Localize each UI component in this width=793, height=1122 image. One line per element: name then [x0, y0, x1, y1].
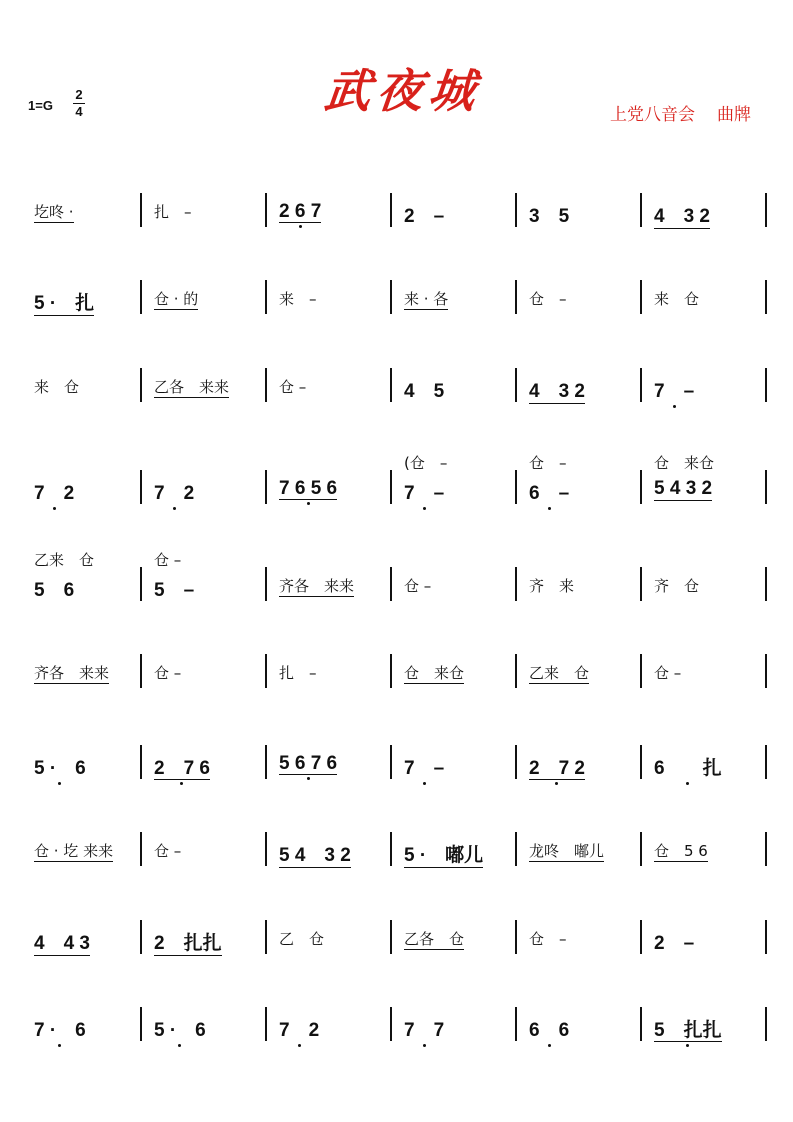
- measure-lyric: 仓 –: [529, 930, 567, 948]
- measure: [265, 470, 390, 504]
- meter-bottom: 4: [75, 104, 83, 119]
- measure: [140, 368, 265, 402]
- bar-line: [390, 1007, 392, 1041]
- bar-line: [390, 832, 392, 866]
- measure: [140, 1007, 265, 1041]
- bar-line: [390, 368, 392, 402]
- measure: [390, 193, 515, 227]
- bar-line: [640, 567, 642, 601]
- bar-line: [515, 654, 517, 688]
- measure-notes: 7 · 6: [34, 1020, 86, 1041]
- bar-line: [765, 745, 767, 779]
- measure-notes: 7 7: [404, 1020, 445, 1041]
- measure: [640, 470, 765, 504]
- bar-line: [515, 280, 517, 314]
- bar-line: [265, 193, 267, 227]
- measure-notes: 3 5: [529, 206, 570, 227]
- bar-line: [515, 1007, 517, 1041]
- measure: [515, 654, 640, 688]
- measure-notes: 6 扎: [654, 758, 722, 779]
- measure-lyric: 仓 5 6: [654, 842, 708, 860]
- measure-lyric: 仓 –: [154, 664, 182, 682]
- bar-line: [515, 193, 517, 227]
- bar-line: [765, 368, 767, 402]
- bar-line: [265, 567, 267, 601]
- measure: [640, 368, 765, 402]
- upper-lyric: 乙来 仓: [34, 551, 95, 569]
- measure: [515, 1007, 640, 1041]
- measure: [640, 920, 765, 954]
- bar-line: [265, 1007, 267, 1041]
- measure: [640, 193, 765, 227]
- measure: [140, 745, 265, 779]
- bar-line: [640, 470, 642, 504]
- bar-line: [390, 654, 392, 688]
- bar-line: [515, 745, 517, 779]
- score-row: [20, 654, 770, 690]
- measure: [20, 470, 145, 504]
- measure-notes: 7 2: [154, 483, 195, 504]
- measure: [20, 745, 145, 779]
- measure-notes: 4 4 3: [34, 928, 90, 956]
- measure: [390, 567, 515, 601]
- score-row: [20, 454, 770, 506]
- bar-line: [640, 280, 642, 314]
- bar-line: [765, 470, 767, 504]
- measure-lyric: 齐各 来来: [34, 664, 110, 682]
- measure: [515, 567, 640, 601]
- measure-notes: 5 · 6: [154, 1020, 206, 1041]
- bar-line: [265, 654, 267, 688]
- measure: [640, 280, 765, 314]
- measure-notes: 5 · 扎: [34, 288, 94, 316]
- bar-line: [765, 567, 767, 601]
- measure: [515, 920, 640, 954]
- measure-notes: 5 · 6: [34, 758, 86, 779]
- bar-line: [640, 368, 642, 402]
- bar-line: [765, 654, 767, 688]
- measure-notes: 2 7 2: [529, 758, 585, 779]
- measure-lyric: 来 · 各: [404, 290, 449, 308]
- bar-line: [765, 920, 767, 954]
- measure-notes: 2 扎扎: [154, 928, 222, 956]
- upper-lyric: 仓 –: [154, 551, 182, 569]
- measure-lyric: 来 仓: [654, 290, 700, 308]
- measure: [20, 280, 145, 314]
- measure: [20, 832, 145, 866]
- measure-notes: 4 3 2: [529, 376, 585, 404]
- score-row: [20, 551, 770, 603]
- bar-line: [390, 280, 392, 314]
- upper-lyric: 仓 –: [529, 454, 567, 472]
- measure-lyric: 齐 仓: [654, 577, 700, 595]
- measure-lyric: 乙各 来来: [154, 378, 230, 396]
- measure-notes: 2 7 6: [154, 758, 210, 779]
- measure: [140, 567, 265, 601]
- upper-lyric: (仓 –: [404, 454, 448, 472]
- measure: [515, 280, 640, 314]
- bar-line: [640, 654, 642, 688]
- measure-lyric: 乙各 仓: [404, 930, 465, 948]
- measure-lyric: 仓 –: [154, 842, 182, 860]
- bar-line: [640, 920, 642, 954]
- measure-notes: 7 6 5 6: [279, 478, 338, 499]
- measure: [265, 567, 390, 601]
- measure-notes: 7 –: [404, 758, 445, 779]
- measure: [390, 654, 515, 688]
- measure-notes: 7 –: [654, 381, 695, 402]
- measure: [140, 193, 265, 227]
- measure-notes: 5 –: [154, 580, 195, 601]
- measure-notes: 6 6: [529, 1020, 570, 1041]
- measure-lyric: 仓 来仓: [404, 664, 465, 682]
- score-row: [20, 1007, 770, 1043]
- bar-line: [140, 470, 142, 504]
- measure: [390, 470, 515, 504]
- measure: [265, 920, 390, 954]
- bar-line: [265, 368, 267, 402]
- bar-line: [265, 470, 267, 504]
- measure: [515, 470, 640, 504]
- bar-line: [140, 832, 142, 866]
- bar-line: [390, 193, 392, 227]
- source-genre: 曲牌: [717, 105, 751, 125]
- bar-line: [515, 832, 517, 866]
- measure: [390, 368, 515, 402]
- bar-line: [265, 832, 267, 866]
- measure: [390, 745, 515, 779]
- measure: [390, 280, 515, 314]
- measure: [640, 567, 765, 601]
- source-label: [610, 100, 751, 125]
- score-row: [20, 280, 770, 316]
- measure: [265, 654, 390, 688]
- measure-lyric: 仓 –: [654, 664, 682, 682]
- measure-notes: 4 3 2: [654, 201, 710, 229]
- measure: [20, 920, 145, 954]
- source-origin: 上党八音会: [610, 105, 695, 125]
- bar-line: [140, 1007, 142, 1041]
- measure-notes: 5 6 7 6: [279, 753, 338, 774]
- measure: [140, 920, 265, 954]
- bar-line: [265, 280, 267, 314]
- measure-notes: 5 · 嘟儿: [404, 840, 483, 868]
- measure-notes: 5 6: [34, 580, 75, 601]
- measure-lyric: 齐 来: [529, 577, 575, 595]
- measure: [515, 832, 640, 866]
- bar-line: [140, 280, 142, 314]
- measure-notes: 4 5: [404, 381, 445, 402]
- measure: [20, 654, 145, 688]
- bar-line: [140, 920, 142, 954]
- measure: [265, 193, 390, 227]
- bar-line: [390, 920, 392, 954]
- measure-notes: 5 4 3 2: [654, 478, 713, 499]
- measure-lyric: 龙咚 嘟儿: [529, 842, 605, 860]
- bar-line: [765, 193, 767, 227]
- bar-line: [515, 567, 517, 601]
- bar-line: [265, 745, 267, 779]
- bar-line: [140, 745, 142, 779]
- bar-line: [640, 832, 642, 866]
- measure: [140, 280, 265, 314]
- bar-line: [140, 193, 142, 227]
- bar-line: [515, 920, 517, 954]
- score-row: [20, 920, 770, 956]
- measure: [20, 1007, 145, 1041]
- page-title: 武夜城: [321, 64, 484, 118]
- measure: [265, 832, 390, 866]
- measure: [640, 1007, 765, 1041]
- measure-notes: 2 –: [654, 933, 695, 954]
- measure: [265, 280, 390, 314]
- measure: [515, 193, 640, 227]
- measure-notes: 7 2: [34, 483, 75, 504]
- bar-line: [140, 368, 142, 402]
- measure: [265, 1007, 390, 1041]
- measure-lyric: 仓 · 的: [154, 290, 199, 308]
- bar-line: [265, 920, 267, 954]
- measure-notes: 5 4 3 2: [279, 840, 351, 868]
- bar-line: [640, 193, 642, 227]
- measure-lyric: 仓 –: [279, 378, 307, 396]
- measure: [140, 470, 265, 504]
- bar-line: [140, 654, 142, 688]
- bar-line: [390, 567, 392, 601]
- key-signature: 1=G: [28, 98, 53, 113]
- measure: [390, 1007, 515, 1041]
- bar-line: [390, 745, 392, 779]
- measure: [265, 368, 390, 402]
- bar-line: [390, 470, 392, 504]
- measure-notes: 2 6 7: [279, 201, 322, 222]
- bar-line: [765, 832, 767, 866]
- bar-line: [515, 368, 517, 402]
- time-signature: [72, 88, 86, 119]
- measure-lyric: 圪咚 ·: [34, 203, 74, 221]
- measure: [265, 745, 390, 779]
- bar-line: [140, 567, 142, 601]
- score-row: [20, 193, 770, 229]
- measure: [20, 567, 145, 601]
- measure: [140, 654, 265, 688]
- measure: [140, 832, 265, 866]
- score-row: [20, 745, 770, 781]
- measure-lyric: 仓 · 圪 来来: [34, 842, 114, 860]
- score-row: [20, 832, 770, 868]
- measure: [640, 832, 765, 866]
- measure-lyric: 仓 –: [404, 577, 432, 595]
- measure-notes: 2 –: [404, 206, 445, 227]
- measure: [640, 745, 765, 779]
- measure: [20, 193, 145, 227]
- measure: [640, 654, 765, 688]
- bar-line: [765, 280, 767, 314]
- measure-lyric: 来 仓: [34, 378, 80, 396]
- measure: [390, 832, 515, 866]
- measure-lyric: 扎 –: [279, 664, 317, 682]
- bar-line: [640, 1007, 642, 1041]
- meter-top: 2: [75, 87, 83, 102]
- measure-notes: 6 –: [529, 483, 570, 504]
- measure-lyric: 乙来 仓: [529, 664, 590, 682]
- bar-line: [515, 470, 517, 504]
- measure-notes: 5 扎扎: [654, 1020, 722, 1041]
- measure-lyric: 扎 –: [154, 203, 192, 221]
- upper-lyric: 仓 来仓: [654, 454, 715, 472]
- measure: [20, 368, 145, 402]
- measure-lyric: 乙 仓: [279, 930, 325, 948]
- measure-lyric: 仓 –: [529, 290, 567, 308]
- measure-notes: 7 2: [279, 1020, 320, 1041]
- measure-lyric: 齐各 来来: [279, 577, 355, 595]
- measure: [515, 368, 640, 402]
- measure-notes: 7 –: [404, 483, 445, 504]
- measure: [390, 920, 515, 954]
- measure-lyric: 来 –: [279, 290, 317, 308]
- measure: [515, 745, 640, 779]
- bar-line: [765, 1007, 767, 1041]
- bar-line: [640, 745, 642, 779]
- score-row: [20, 368, 770, 404]
